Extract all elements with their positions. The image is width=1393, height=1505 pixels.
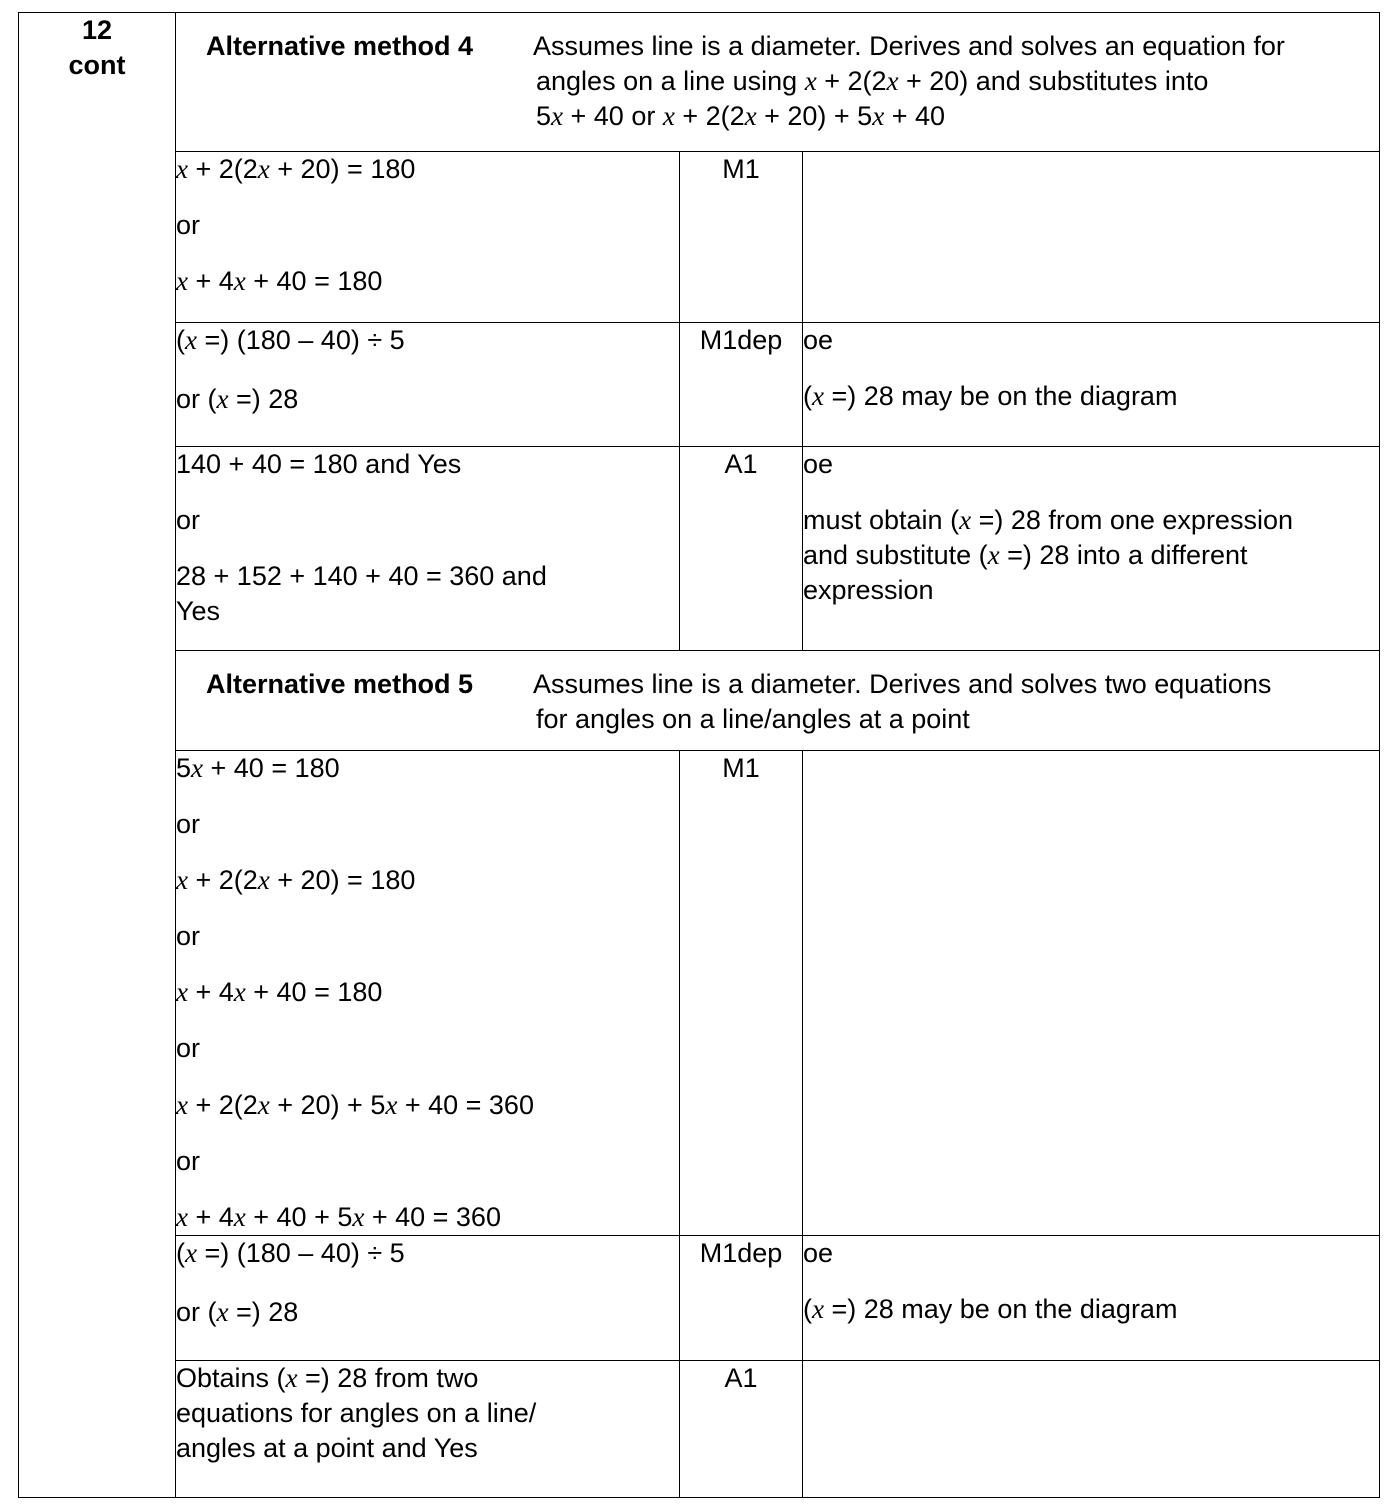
comment-cell [803,1360,1380,1497]
comment-line: must obtain (x =) 28 from one expression [803,505,1293,536]
method4-header [176,13,1380,152]
answer-line: x + 4x + 40 = 180 [176,977,383,1008]
question-number: 12 [81,15,113,45]
answer-line: Obtains (x =) 28 from two [176,1362,479,1393]
question-cont-label: cont [68,50,126,81]
answer-line: 28 + 152 + 140 + 40 = 360 and [176,561,547,592]
method5-desc-line: for angles on a line/angles at a point [536,704,970,735]
answer-cell [176,323,680,447]
answer-line: x + 2(2x + 20) + 5x + 40 = 360 [176,1089,534,1120]
answer-cell [176,152,680,323]
comment-cell [803,152,1380,323]
answer-or: or [176,921,201,952]
answer-line: x + 4x + 40 + 5x + 40 = 360 [176,1201,501,1232]
answer-line: or (x =) 28 [176,384,299,415]
mark-cell: M1dep [680,323,803,447]
method5-desc-line: Assumes line is a diameter. Derives and solves two equations [533,669,1272,699]
answer-line: angles at a point and Yes [176,1433,478,1464]
mark-cell: M1dep [680,1235,803,1360]
answer-or: or [176,505,201,536]
comment-line: and substitute (x =) 28 into a different [803,540,1248,571]
comment-line: (x =) 28 may be on the diagram [803,381,1178,412]
answer-or: or [176,210,201,241]
comment-line: oe [803,325,834,355]
method5-header [176,651,1380,751]
method4-title: Alternative method 4 [206,31,474,61]
mark-cell: A1 [680,1360,803,1497]
answer-line: (x =) (180 – 40) ÷ 5 [176,325,405,355]
comment-cell [803,447,1380,651]
mark-cell: M1 [680,152,803,323]
answer-or: or [176,1145,201,1176]
comment-line: expression [803,575,934,606]
comment-line: oe [803,449,834,479]
method5-title: Alternative method 5 [206,669,474,699]
answer-line: or (x =) 28 [176,1296,299,1327]
comment-cell [803,323,1380,447]
answer-line: 5x + 40 = 180 [176,753,340,783]
mark-scheme-table [18,12,1380,1498]
answer-or: or [176,1033,201,1064]
mark-cell: A1 [680,447,803,651]
answer-line: (x =) (180 – 40) ÷ 5 [176,1237,405,1268]
comment-cell [803,1235,1380,1360]
answer-cell [176,447,680,651]
answer-line: x + 2(2x + 20) = 180 [176,154,416,184]
comment-line: (x =) 28 may be on the diagram [803,1293,1178,1324]
method4-desc-line: angles on a line using x + 2(2x + 20) and substitutes into [536,66,1209,97]
question-number-cell [19,13,176,1498]
method4-desc-line: 5x + 40 or x + 2(2x + 20) + 5x + 40 [536,101,945,132]
answer-line: 140 + 40 = 180 and Yes [176,449,462,479]
mark-cell: M1 [680,751,803,1236]
answer-or: or [176,809,201,840]
answer-cell [176,751,680,1236]
answer-line: equations for angles on a line/ [176,1397,537,1428]
comment-cell [803,751,1380,1236]
answer-line: Yes [176,596,221,627]
answer-cell [176,1360,680,1497]
method4-desc-line: Assumes line is a diameter. Derives and solves an equation for [533,31,1285,61]
comment-line: oe [803,1237,834,1268]
answer-cell [176,1235,680,1360]
answer-line: x + 2(2x + 20) = 180 [176,865,416,896]
answer-line: x + 4x + 40 = 180 [176,266,383,297]
